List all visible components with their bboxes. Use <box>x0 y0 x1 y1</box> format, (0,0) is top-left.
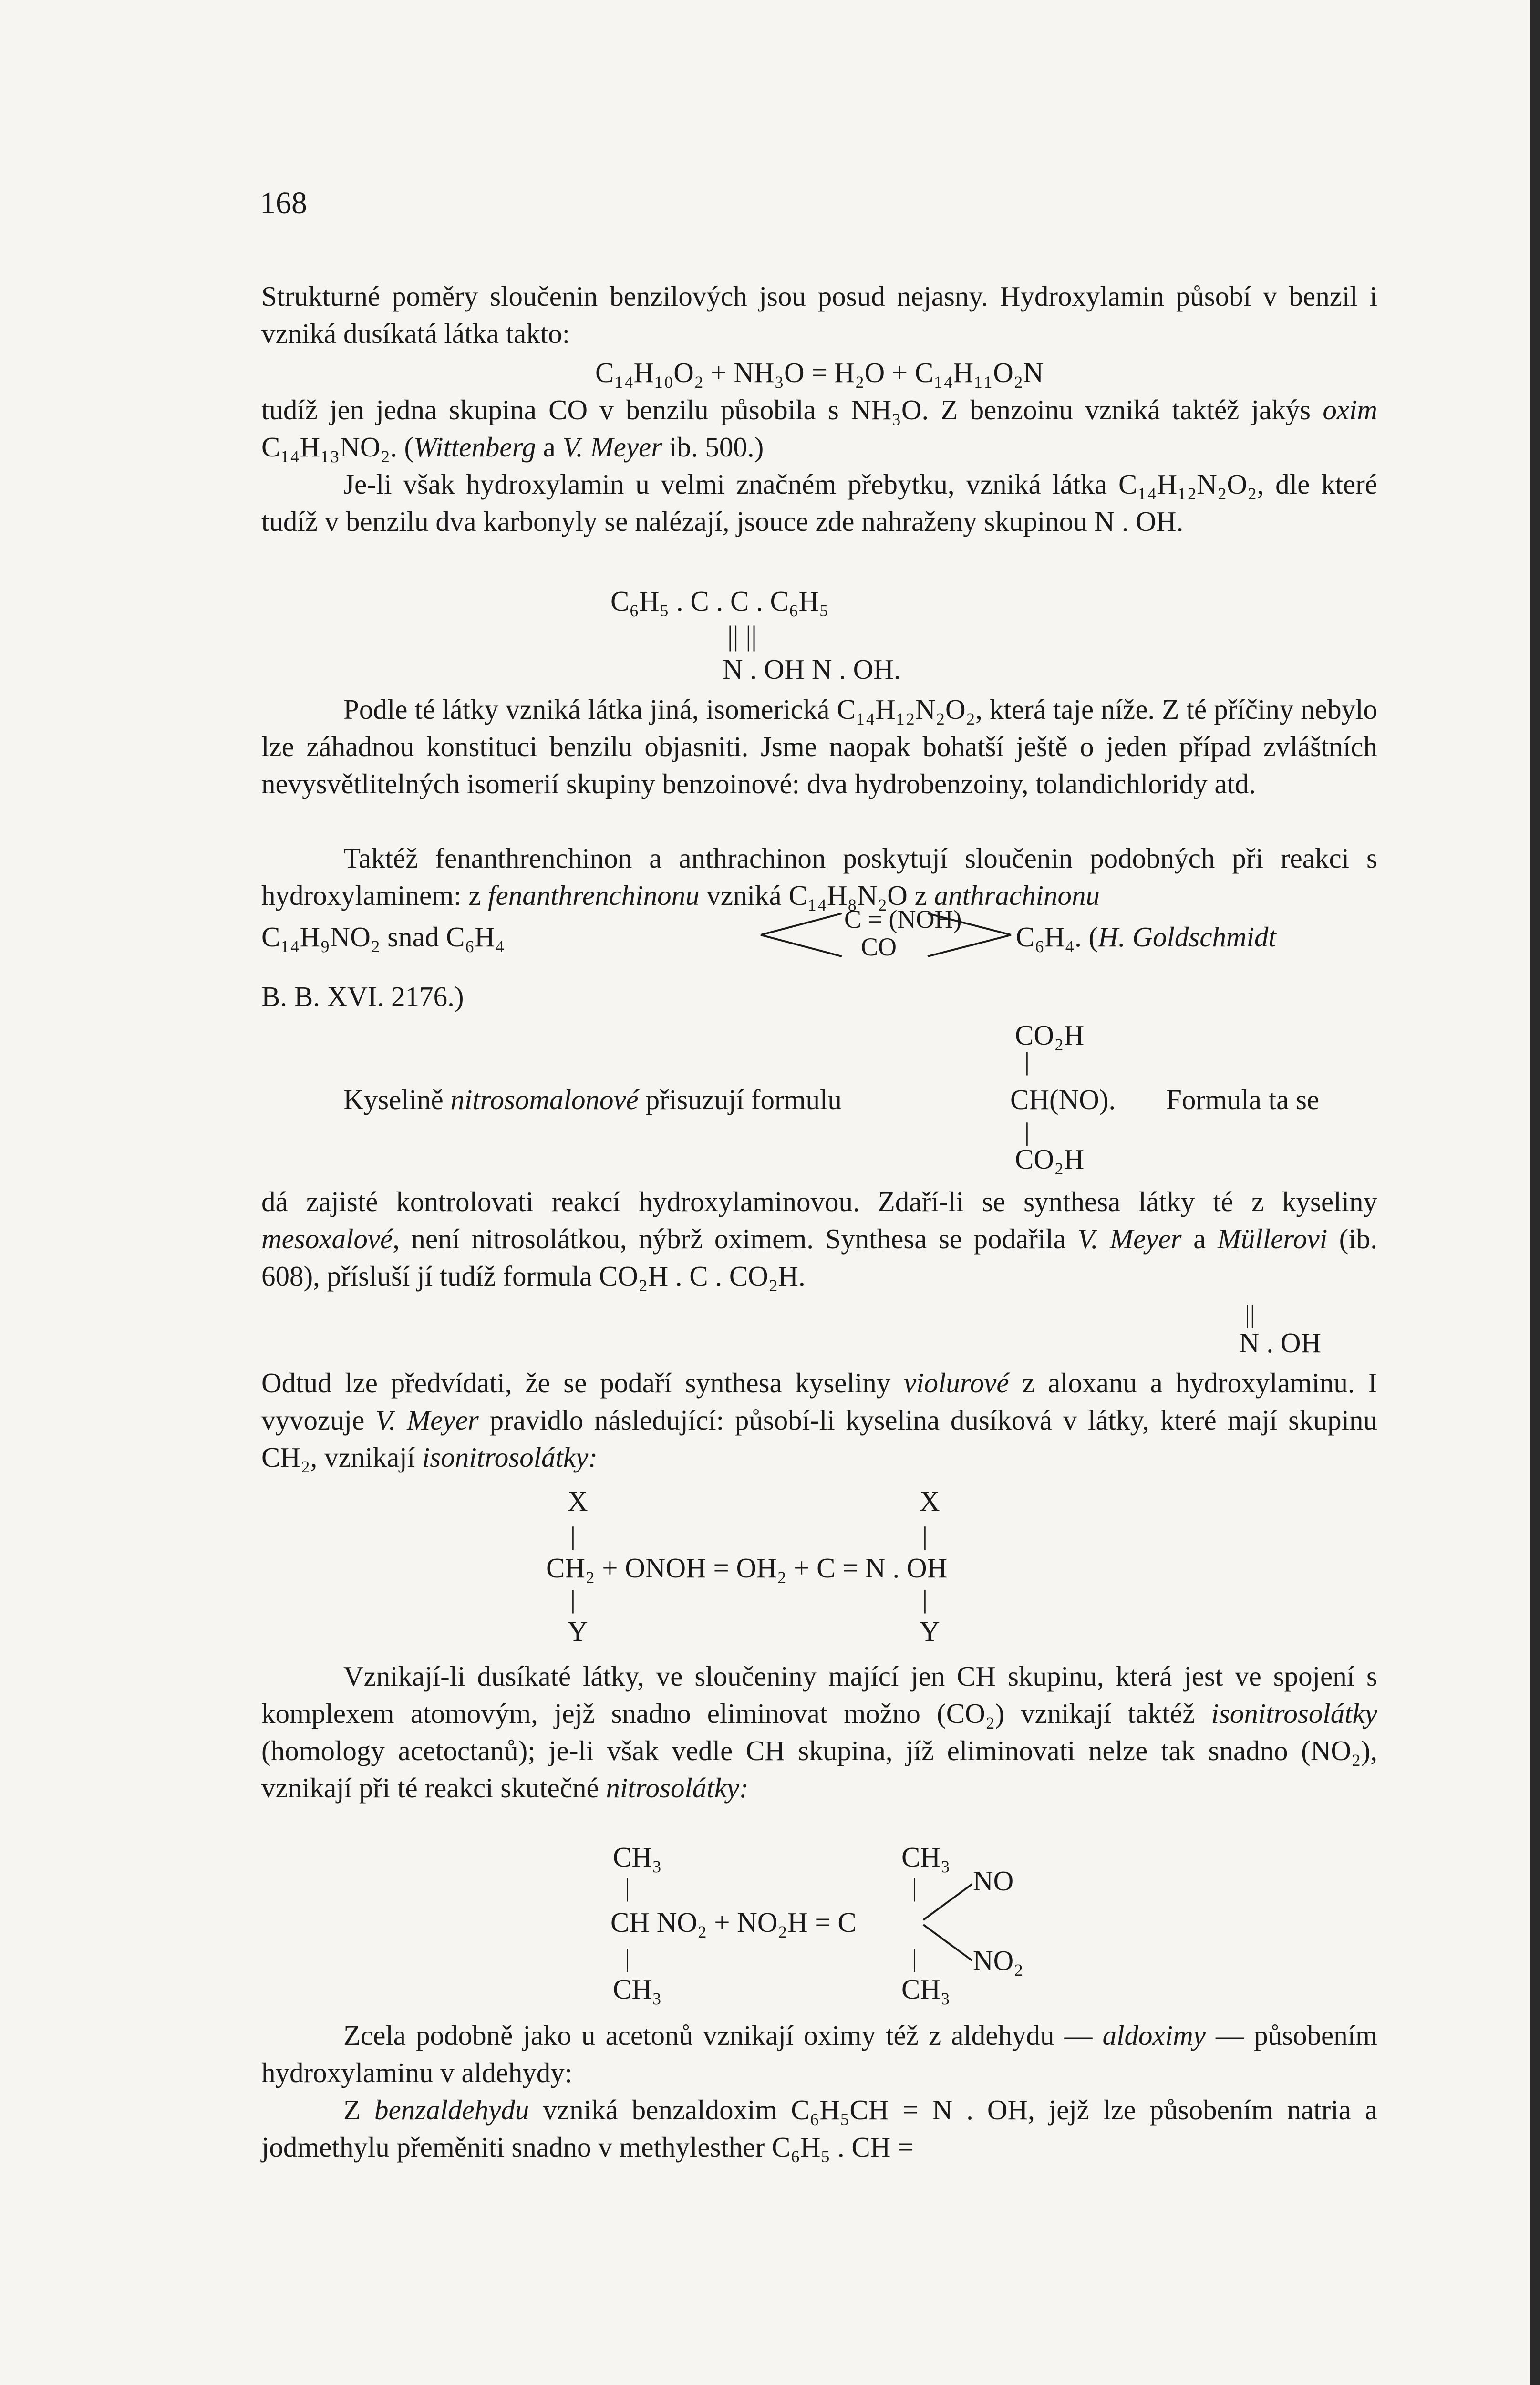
p9-text-a: Vznikají-li dusíkaté látky, ve sloučeniny mající jen CH skupinu, která jest ve spojení s komplexem atomovým, jejž snadno eliminovat možno (CO₂) vznikají taktéž <box>261 1660 1377 1729</box>
paragraph-7 <box>261 1183 1377 1295</box>
formula-2-y-left: Y <box>568 1616 588 1647</box>
paragraph-6 <box>343 1081 842 1118</box>
formula-3-bond-1: | <box>625 1873 630 1902</box>
formula-3-main: CH NO₂ + NO₂H = C <box>610 1907 857 1938</box>
p5-tail <box>1016 918 1276 955</box>
equation-1-eq: = <box>811 357 827 388</box>
p8-text-c: pravidlo následující: působí-li kyselina dusíková v látky, které mají skupinu CH₂, vznikají <box>261 1404 1377 1473</box>
p5-text-c: C₁₄H₉NO₂ snad C₆H₄ <box>261 921 505 953</box>
p5-anthrachinonu: anthrachinonu <box>934 880 1100 911</box>
p5-bracket-lower: CO <box>861 933 897 961</box>
p5-goldschmidt: H. Goldschmidt <box>1098 921 1276 953</box>
equation-1-left: C₁₄H₁₀O₂ + NH₃O <box>595 357 805 388</box>
p8-meyer: V. Meyer <box>375 1404 479 1436</box>
p7-text-c: a <box>1181 1223 1218 1255</box>
formula-1-top: C₆H₅ . C . C . C₆H₅ <box>610 585 829 617</box>
p11-text-b: vzniká benzaldoxim C₆H₅CH = N . OH, jejž lze působením natria a jodmethylu přeměniti snadno v methylesther C₆H₅ . CH = <box>261 2094 1377 2163</box>
formula-1-bonds: || || <box>727 620 757 652</box>
p11-text-a: Z <box>343 2094 375 2126</box>
p5-text-b: vzniká C₁₄H₈N₂O z <box>699 880 934 911</box>
page-number: 168 <box>260 186 307 220</box>
paragraph-8 <box>261 1364 1377 1476</box>
formula-2-bond-2: | <box>922 1522 928 1550</box>
p7-text-d: (ib. 608), přísluší jí tudíž formula CO₂H . C . CO₂H. <box>261 1223 1378 1292</box>
p9-text-b: (homology acetoctanů); je-li však vedle CH skupina, jíž eliminovati nelze tak snadno (NO₂), vznikají při té reakci skutečné <box>261 1735 1377 1804</box>
p6-bond-bottom: | <box>1024 1118 1030 1146</box>
p8-text-b: z aloxanu a hydroxylaminu. I vyvozuje <box>261 1367 1377 1436</box>
formula-3-no2: NO₂ <box>973 1945 1023 1976</box>
formula-3-bond-4: | <box>912 1944 917 1972</box>
formula-2-bond-1: | <box>570 1522 576 1550</box>
p5-reference: B. B. XVI. 2176.) <box>261 981 464 1012</box>
formula-2-main: CH₂ + ONOH = OH₂ + C = N . OH <box>546 1552 948 1584</box>
equation-1-right: H₂O + C₁₄H₁₁O₂N <box>834 357 1044 388</box>
formula-2-bond-3: | <box>570 1585 576 1614</box>
p8-isonitrosolatky: isonitrosolátky: <box>422 1441 598 1473</box>
p2-oxim: oxim <box>1323 394 1377 425</box>
paragraph-9 <box>261 1658 1377 1806</box>
p5-bracket-upper: C = (NOH) <box>844 905 962 933</box>
formula-3-branch-lines <box>920 1875 977 1970</box>
p2-wittenberg: Wittenberg <box>413 431 536 463</box>
p5-formula-line <box>261 918 505 955</box>
p7-text-a: dá zajisté kontrolovati reakcí hydroxylaminovou. Zdaří-li se synthesa látky té z kyseliny <box>261 1186 1377 1217</box>
p5-fenanthrenchinonu: fenanthrenchinonu <box>488 880 700 911</box>
formula-2-x-left: X <box>568 1485 588 1517</box>
p7-meyer: V. Meyer <box>1077 1223 1182 1255</box>
p8-text-a: Odtud lze předvídati, že se podaří synthesa kyseliny <box>261 1367 904 1399</box>
page-edge <box>1530 0 1540 2385</box>
p5-text-a: Taktéž fenanthrenchinon a anthrachinon poskytují sloučenin podobných při reakci s hydroxylaminem: z <box>261 842 1377 911</box>
p8-violurove: violurové <box>903 1367 1009 1399</box>
p6-bond-top: | <box>1024 1047 1030 1076</box>
formula-3-ch3-bottom-right: CH₃ <box>901 1973 951 2005</box>
p2-text-c: a <box>536 431 563 463</box>
p10-text-a: Zcela podobně jako u acetonů vznikají oximy též z aldehydu — <box>343 2020 1103 2051</box>
p6-text-b: přisuzují formulu <box>638 1084 842 1115</box>
paragraph-10 <box>261 2017 1377 2091</box>
p10-text-b: — působením hydroxylaminu v aldehydy: <box>261 2020 1377 2088</box>
p2-text-a: tudíž jen jedna skupina CO v benzilu působila s NH₃O. Z benzoinu vzniká taktéž jakýs <box>261 394 1323 425</box>
formula-3-no: NO <box>973 1865 1014 1897</box>
p7-text-b: , není nitrosolátkou, nýbrž oximem. Synthesa se podařila <box>393 1223 1078 1255</box>
p2-text-b: C₁₄H₁₃NO₂. ( <box>261 431 414 463</box>
p6-text-c: Formula ta se <box>1166 1084 1320 1115</box>
paragraph-5 <box>261 840 1377 914</box>
p9-isonitrosolatky: isonitrosolátky <box>1211 1698 1377 1729</box>
paragraph-1: Strukturné poměry sloučenin benzilových jsou posud nejasny. Hydroxylamin působí v benzil i vzniká dusíkatá látka takto: <box>261 280 1377 349</box>
formula-3-ch3-bottom-left: CH₃ <box>613 1973 662 2005</box>
p5-bracket-lines <box>756 906 1023 964</box>
paragraph-2 <box>261 391 1377 466</box>
formula-2-x-right: X <box>920 1485 940 1517</box>
paragraph-11 <box>261 2091 1377 2166</box>
paragraph-3: Je-li však hydroxylamin u velmi značném přebytku, vzniká látka C₁₄H₁₂N₂O₂, dle které tudíž v benzilu dva karbonyly se nalézají, jsouce zde nahraženy skupinou N . OH. <box>261 468 1377 537</box>
p7-mullerovi: Müllerovi <box>1217 1223 1328 1255</box>
p6-bottom: CO₂H <box>1015 1143 1085 1175</box>
p7-sub: N . OH <box>1239 1327 1322 1358</box>
formula-3-bond-2: | <box>912 1873 917 1902</box>
p2-text-d: ib. 500.) <box>662 431 764 463</box>
p6-top: CO₂H <box>1015 1019 1085 1051</box>
formula-2-bond-4: | <box>922 1585 928 1614</box>
p11-benzaldehydu: benzaldehydu <box>374 2094 529 2126</box>
p7-mesoxalove: mesoxalové <box>261 1223 393 1255</box>
paragraph-4: Podle té látky vzniká látka jiná, isomerická C₁₄H₁₂N₂O₂, která taje níže. Z té příčiny nebylo lze záhadnou konstituci benzilu objasniti. Jsme naopak bohatší ještě o jeden případ zvláštních nevysvětlitelných isomerií skupiny benzoinové: dva hydrobenzoiny, tolandichloridy atd. <box>261 694 1377 799</box>
equation-1 <box>261 354 1377 391</box>
formula-3-ch3-top-right: CH₃ <box>901 1841 951 1873</box>
p5-text-d: C₆H₄. ( <box>1016 921 1098 953</box>
p10-aldoximy: aldoximy <box>1102 2020 1206 2051</box>
p2-meyer: V. Meyer <box>562 431 662 463</box>
formula-3-bond-3: | <box>625 1944 630 1972</box>
formula-3-ch3-top-left: CH₃ <box>613 1841 662 1873</box>
p7-bond: || <box>1245 1300 1255 1328</box>
formula-1-bottom: N . OH N . OH. <box>723 653 901 685</box>
p9-nitrosolatky: nitrosolátky: <box>606 1772 749 1804</box>
p6-mid: CH(NO). <box>1010 1084 1116 1115</box>
formula-2-y-right: Y <box>920 1616 940 1647</box>
p6-nitrosomalonove: nitrosomalonové <box>450 1084 639 1115</box>
p6-text-a: Kyselině <box>343 1084 451 1115</box>
